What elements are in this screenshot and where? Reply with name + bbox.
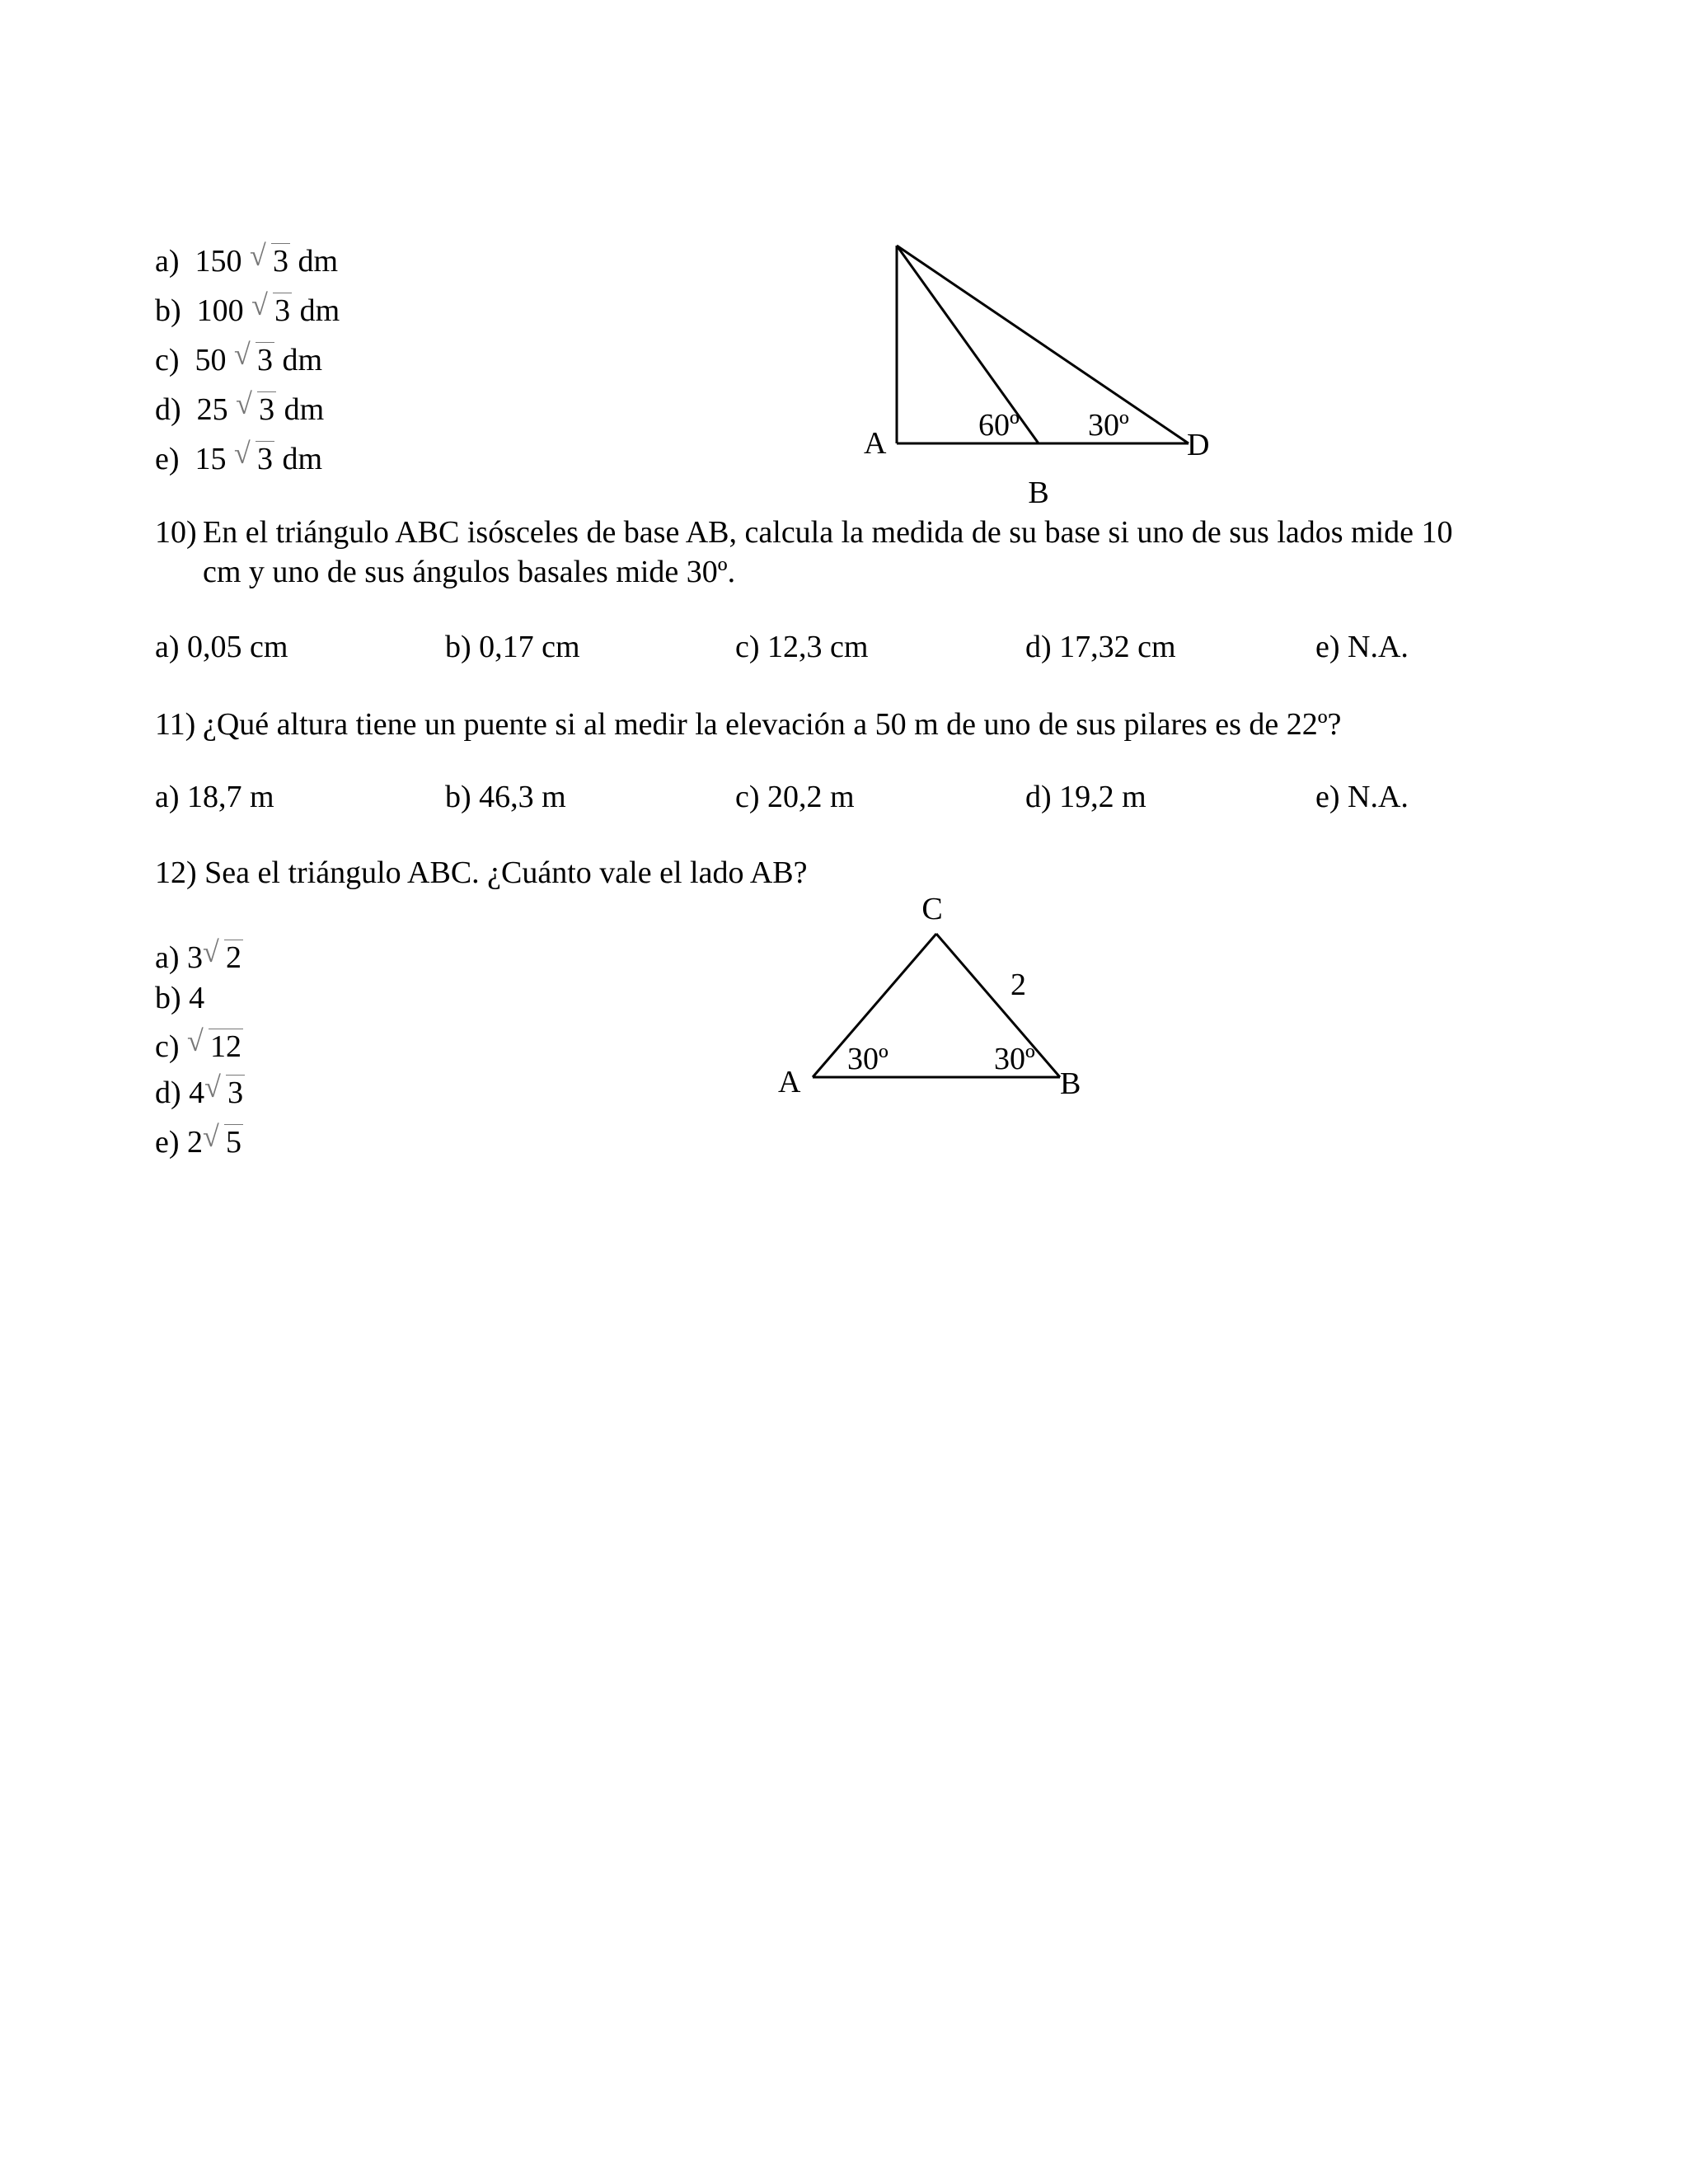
radicand: 3 — [227, 1076, 244, 1110]
q10-text-line2: cm y uno de sus ángulos basales mide 30º. — [203, 555, 736, 589]
q9-triangle-figure — [841, 231, 1269, 519]
radical-sign — [251, 293, 292, 326]
option-letter: a) — [155, 940, 180, 975]
radical-sign — [234, 441, 274, 475]
radicand: 3 — [274, 293, 291, 328]
q10-option-b: b) 0,17 cm — [445, 630, 580, 664]
option-coef: 15 — [195, 442, 227, 476]
q10-option-c: c) 12,3 cm — [735, 630, 869, 664]
option-unit: dm — [298, 244, 339, 279]
radicand: 12 — [210, 1029, 242, 1064]
q11-option-b: b) 46,3 m — [445, 780, 566, 814]
option-coef: 100 — [196, 293, 244, 328]
radical-sign — [236, 391, 276, 425]
option-letter: b) — [155, 981, 181, 1015]
segment-top-d — [897, 246, 1189, 443]
option-letter: e) — [155, 1125, 180, 1160]
side-cb-length: 2 — [1010, 968, 1026, 1002]
q11-options — [155, 781, 1556, 818]
q12-statement: 12) Sea el triángulo ABC. ¿Cuánto vale el lado AB? — [155, 855, 808, 890]
radical-sign — [203, 940, 243, 973]
option-letter: d) — [155, 1076, 181, 1110]
q12-option-c — [155, 1029, 243, 1062]
radicand: 2 — [226, 940, 242, 975]
angle-b-label: 60º — [978, 408, 1020, 443]
radical-sign — [204, 1075, 245, 1108]
q9-option-d — [155, 391, 324, 425]
q9-option-b — [155, 293, 340, 326]
option-unit: dm — [282, 343, 323, 377]
q11-number: 11) — [155, 707, 196, 742]
angle-b-label: 30º — [994, 1042, 1035, 1076]
label-a: A — [864, 426, 887, 461]
angle-a-label: 30º — [847, 1042, 889, 1076]
q11-option-e: e) N.A. — [1315, 780, 1409, 814]
option-coef: 4 — [189, 1076, 205, 1110]
q12-option-e — [155, 1124, 243, 1158]
option-unit: dm — [282, 442, 323, 476]
option-coef: 150 — [195, 244, 242, 279]
radicand: 3 — [273, 244, 289, 279]
option-letter: a) — [155, 244, 180, 279]
label-b: B — [1060, 1066, 1081, 1101]
q10-number: 10) — [155, 515, 197, 550]
option-letter: c) — [155, 1029, 180, 1064]
label-d: D — [1187, 428, 1210, 462]
q12-option-b — [155, 982, 204, 1014]
q11-option-d: d) 19,2 m — [1025, 780, 1146, 814]
radical-sign — [187, 1029, 243, 1062]
angle-d-label: 30º — [1088, 408, 1129, 443]
option-letter: b) — [155, 293, 181, 328]
q10-option-d: d) 17,32 cm — [1025, 630, 1176, 664]
q10-options — [155, 631, 1556, 668]
radical-sign — [234, 342, 274, 376]
label-b: B — [1028, 476, 1049, 510]
radicand: 3 — [259, 392, 275, 427]
q11-option-c: c) 20,2 m — [735, 780, 855, 814]
label-a: A — [778, 1065, 801, 1099]
radicand: 5 — [226, 1125, 242, 1160]
option-unit: dm — [299, 293, 340, 328]
option-coef: 50 — [195, 343, 227, 377]
option-coef: 25 — [196, 392, 228, 427]
q12-triangle-figure — [767, 894, 1096, 1117]
radicand: 3 — [257, 442, 274, 476]
q9-option-a — [155, 243, 338, 277]
radical-sign — [250, 243, 290, 277]
label-c: C — [921, 894, 943, 926]
option-coef: 3 — [187, 940, 204, 975]
q12-option-d — [155, 1075, 245, 1108]
radicand: 3 — [257, 343, 274, 377]
option-coef: 2 — [187, 1125, 204, 1160]
option-letter: e) — [155, 442, 180, 476]
q10-option-a: a) 0,05 cm — [155, 630, 288, 664]
option-letter: c) — [155, 343, 180, 377]
option-letter: d) — [155, 392, 181, 427]
option-coef: 4 — [189, 981, 205, 1015]
q9-option-e — [155, 441, 322, 475]
q9-option-c — [155, 342, 322, 376]
q12-option-a — [155, 940, 243, 973]
option-unit: dm — [284, 392, 325, 427]
radical-sign — [203, 1124, 243, 1158]
q10-option-e: e) N.A. — [1315, 630, 1409, 664]
q11-option-a: a) 18,7 m — [155, 780, 274, 814]
q10-text-line1: En el triángulo ABC isósceles de base AB, calcula la medida de su base si uno de sus lados mide 10 — [203, 515, 1453, 550]
q11-text: ¿Qué altura tiene un puente si al medir la elevación a 50 m de uno de sus pilares es de 22º? — [203, 707, 1342, 742]
